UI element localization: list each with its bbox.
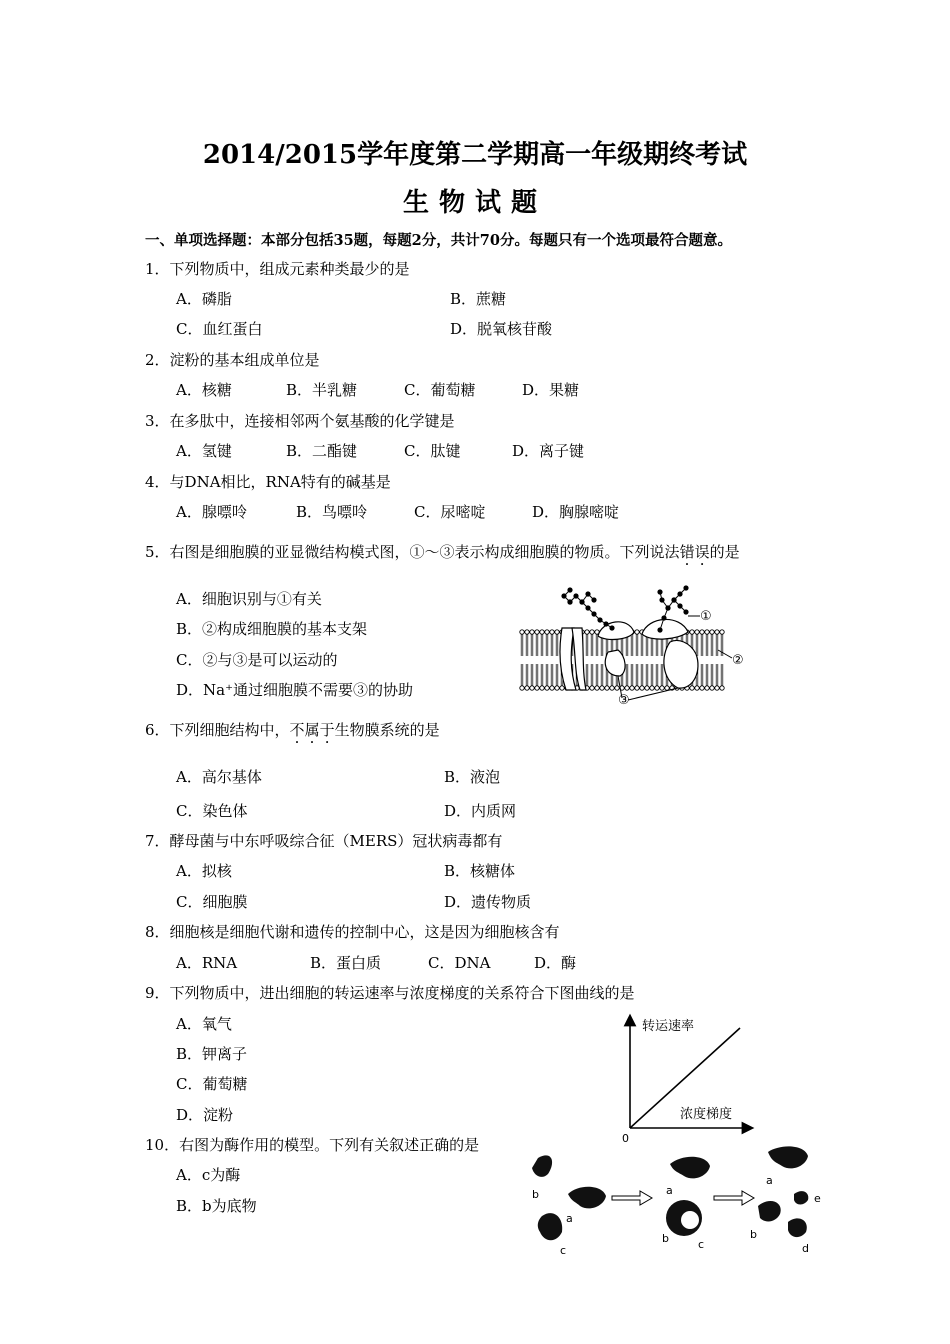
sugar-unit xyxy=(683,585,688,590)
q9-option-a: A．氧气 xyxy=(176,1015,232,1033)
lipid-head xyxy=(585,630,589,634)
lipid-head xyxy=(550,630,554,634)
lipid-head xyxy=(590,686,594,690)
molecule-b xyxy=(532,1155,552,1176)
fig-label-b1: b xyxy=(532,1188,539,1201)
arrow-right-icon xyxy=(612,1191,652,1205)
enzyme-a xyxy=(670,1157,710,1179)
lipid-head xyxy=(720,686,724,690)
sugar-unit xyxy=(677,603,682,608)
lipid-head xyxy=(690,630,694,634)
q3-option-b: B．二酯键 xyxy=(286,442,358,460)
q6-stem-end: 生物膜系统的是 xyxy=(334,721,440,739)
lipid-head xyxy=(600,686,604,690)
fig-label-c1: c xyxy=(560,1244,567,1257)
q8-option-b: B．蛋白质 xyxy=(310,954,382,972)
fig-label-b2: b xyxy=(662,1232,669,1245)
lipid-head xyxy=(540,630,544,634)
lipid-head xyxy=(525,630,529,634)
lipid-head xyxy=(520,630,524,634)
q6-stem-text: 6．下列细胞结构中， xyxy=(145,721,290,739)
transport-rate-chart xyxy=(616,1012,756,1146)
lipid-head xyxy=(545,686,549,690)
lipid-head xyxy=(715,686,719,690)
q2-option-b: B．半乳糖 xyxy=(286,381,358,399)
q2-option-c: C．葡萄糖 xyxy=(404,381,476,399)
sugar-unit xyxy=(609,625,614,630)
sugar-unit xyxy=(657,589,662,594)
exam-subtitle: 生物试题 xyxy=(402,188,547,218)
sugar-unit xyxy=(661,615,666,620)
q3-stem: 3．在多肽中，连接相邻两个氨基酸的化学键是 xyxy=(145,412,455,430)
q6-stem xyxy=(145,719,440,740)
enzyme-a-released xyxy=(768,1146,808,1168)
sugar-unit xyxy=(567,599,572,604)
q1-option-b: B．蔗糖 xyxy=(450,290,507,308)
lipid-head xyxy=(555,686,559,690)
q2-option-a: A．核糖 xyxy=(176,381,232,399)
sugar-unit xyxy=(585,605,590,610)
product-b xyxy=(758,1201,781,1222)
origin-label: 0 xyxy=(622,1132,629,1145)
lipid-head xyxy=(630,686,634,690)
lipid-head xyxy=(700,630,704,634)
q6-option-a: A．高尔基体 xyxy=(176,768,262,786)
sugar-unit xyxy=(561,593,566,598)
q1-stem: 1．下列物质中，组成元素种类最少的是 xyxy=(145,260,410,278)
q2-option-d: D．果糖 xyxy=(522,381,580,399)
q7-option-d: D．遗传物质 xyxy=(444,893,532,911)
q1-option-d: D．脱氧核苷酸 xyxy=(450,320,553,338)
q9-option-b: B．钾离子 xyxy=(176,1045,248,1063)
surface-protein xyxy=(598,622,634,640)
lipid-head xyxy=(590,630,594,634)
sugar-unit xyxy=(591,597,596,602)
fig-label-a1: a xyxy=(566,1212,573,1225)
complex-inner xyxy=(681,1211,699,1229)
x-axis-label: 浓度梯度 xyxy=(680,1107,733,1122)
cell-membrane-figure xyxy=(510,572,760,712)
q10-option-a: A．c为酶 xyxy=(176,1166,241,1184)
lipid-head xyxy=(525,686,529,690)
q8-option-c: C．DNA xyxy=(428,954,491,972)
lipid-head xyxy=(690,686,694,690)
q9-stem: 9．下列物质中，进出细胞的转运速率与浓度梯度的关系符合下图曲线的是 xyxy=(145,984,635,1002)
lipid-head xyxy=(520,686,524,690)
lipid-head xyxy=(640,686,644,690)
q6-option-c: C．染色体 xyxy=(176,802,248,820)
label-3: ③ xyxy=(618,693,630,708)
q3-option-a: A．氢键 xyxy=(176,442,232,460)
q3-option-d: D．离子键 xyxy=(512,442,585,460)
sugar-unit xyxy=(567,587,572,592)
sugar-unit xyxy=(597,617,602,622)
lipid-head xyxy=(615,686,619,690)
surface-protein xyxy=(642,619,688,639)
lipid-head xyxy=(720,630,724,634)
exam-title: 2014/2015学年度第二学期高一年级期终考试 xyxy=(202,140,748,170)
lipid-head xyxy=(695,630,699,634)
q5-stem-end: 的是 xyxy=(709,543,740,561)
q4-stem: 4．与DNA相比，RNA特有的碱基是 xyxy=(145,473,391,491)
lipid-head xyxy=(715,630,719,634)
q10-stem: 10．右图为酶作用的模型。下列有关叙述正确的是 xyxy=(145,1136,480,1154)
arrow-right-icon xyxy=(714,1191,754,1205)
q7-stem: 7．酵母菌与中东呼吸综合征（MERS）冠状病毒都有 xyxy=(145,832,503,850)
sugar-unit xyxy=(683,609,688,614)
sugar-unit xyxy=(591,611,596,616)
lipid-head xyxy=(635,686,639,690)
q9-option-d: D．淀粉 xyxy=(176,1106,234,1124)
section-heading: 一、单项选择题：本部分包括35题，每题2分，共计70分。每题只有一个选项最符合题意。 xyxy=(145,232,732,249)
q5-option-d: D．Na⁺通过细胞膜不需要③的协助 xyxy=(176,681,414,699)
label-1: ① xyxy=(700,609,712,624)
q4-option-b: B．鸟嘌呤 xyxy=(296,503,368,521)
lipid-head xyxy=(610,686,614,690)
q7-option-a: A．拟核 xyxy=(176,862,232,880)
q5-option-a: A．细胞识别与①有关 xyxy=(176,590,322,608)
q6-stem-emphasis: 不属于 xyxy=(289,721,335,739)
q7-option-b: B．核糖体 xyxy=(444,862,516,880)
sugar-unit xyxy=(657,627,662,632)
fig-label-a3: a xyxy=(766,1174,773,1187)
sugar-unit xyxy=(573,593,578,598)
sugar-unit xyxy=(603,621,608,626)
product-d xyxy=(788,1218,807,1237)
lipid-head xyxy=(560,686,564,690)
lipid-head xyxy=(650,686,654,690)
lipid-head xyxy=(530,630,534,634)
lipid-head xyxy=(645,686,649,690)
fig-label-b3: b xyxy=(750,1228,757,1241)
sugar-unit xyxy=(579,599,584,604)
q4-option-d: D．胸腺嘧啶 xyxy=(532,503,620,521)
lipid-head xyxy=(700,686,704,690)
sugar-unit xyxy=(659,597,664,602)
q3-option-c: C．肽键 xyxy=(404,442,461,460)
q2-stem: 2．淀粉的基本组成单位是 xyxy=(145,351,320,369)
lipid-head xyxy=(535,686,539,690)
sugar-unit xyxy=(671,597,676,602)
q4-option-c: C．尿嘧啶 xyxy=(414,503,486,521)
embedded-protein xyxy=(605,650,625,676)
molecule-c xyxy=(538,1213,562,1240)
q8-stem: 8．细胞核是细胞代谢和遗传的控制中心，这是因为细胞核含有 xyxy=(145,923,560,941)
molecule-a xyxy=(568,1187,606,1209)
q5-stem-emphasis: 错误 xyxy=(679,543,710,561)
lipid-head xyxy=(635,630,639,634)
q8-option-a: A．RNA xyxy=(176,954,238,972)
lipid-head xyxy=(710,630,714,634)
lipid-head xyxy=(665,686,669,690)
q1-option-c: C．血红蛋白 xyxy=(176,320,263,338)
q8-option-d: D．酶 xyxy=(534,954,577,972)
lipid-head xyxy=(555,630,559,634)
q5-stem-text: 5．右图是细胞膜的亚显微结构模式图，①～③表示构成细胞膜的物质。下列说法 xyxy=(145,543,680,561)
sugar-unit xyxy=(585,591,590,596)
q9-option-c: C．葡萄糖 xyxy=(176,1075,248,1093)
lipid-head xyxy=(695,686,699,690)
lipid-head xyxy=(595,686,599,690)
y-axis-label: 转运速率 xyxy=(642,1019,695,1034)
lipid-head xyxy=(705,630,709,634)
lipid-head xyxy=(625,686,629,690)
q10-option-b: B．b为底物 xyxy=(176,1197,257,1215)
q4-option-a: A．腺嘌呤 xyxy=(176,503,247,521)
sugar-unit xyxy=(677,591,682,596)
lipid-head xyxy=(660,686,664,690)
lipid-head xyxy=(605,686,609,690)
lipid-head xyxy=(550,686,554,690)
fig-label-d: d xyxy=(802,1242,809,1255)
label-2: ② xyxy=(732,653,744,668)
sugar-unit xyxy=(665,605,670,610)
q1-option-a: A．磷脂 xyxy=(176,290,232,308)
q5-option-c: C．②与③是可以运动的 xyxy=(176,651,338,669)
lipid-head xyxy=(710,686,714,690)
fig-label-a2: a xyxy=(666,1184,673,1197)
q6-option-b: B．液泡 xyxy=(444,768,501,786)
lipid-head xyxy=(540,686,544,690)
product-e xyxy=(794,1191,808,1204)
lipid-head xyxy=(530,686,534,690)
q5-option-b: B．②构成细胞膜的基本支架 xyxy=(176,620,368,638)
lipid-head xyxy=(705,686,709,690)
lipid-head xyxy=(655,686,659,690)
fig-label-c2: c xyxy=(698,1238,705,1251)
fig-label-e: e xyxy=(814,1192,821,1205)
q6-option-d: D．内质网 xyxy=(444,802,517,820)
q7-option-c: C．细胞膜 xyxy=(176,893,248,911)
lipid-head xyxy=(545,630,549,634)
q5-stem xyxy=(145,541,740,562)
enzyme-model-figure xyxy=(518,1140,838,1260)
lipid-head xyxy=(535,630,539,634)
